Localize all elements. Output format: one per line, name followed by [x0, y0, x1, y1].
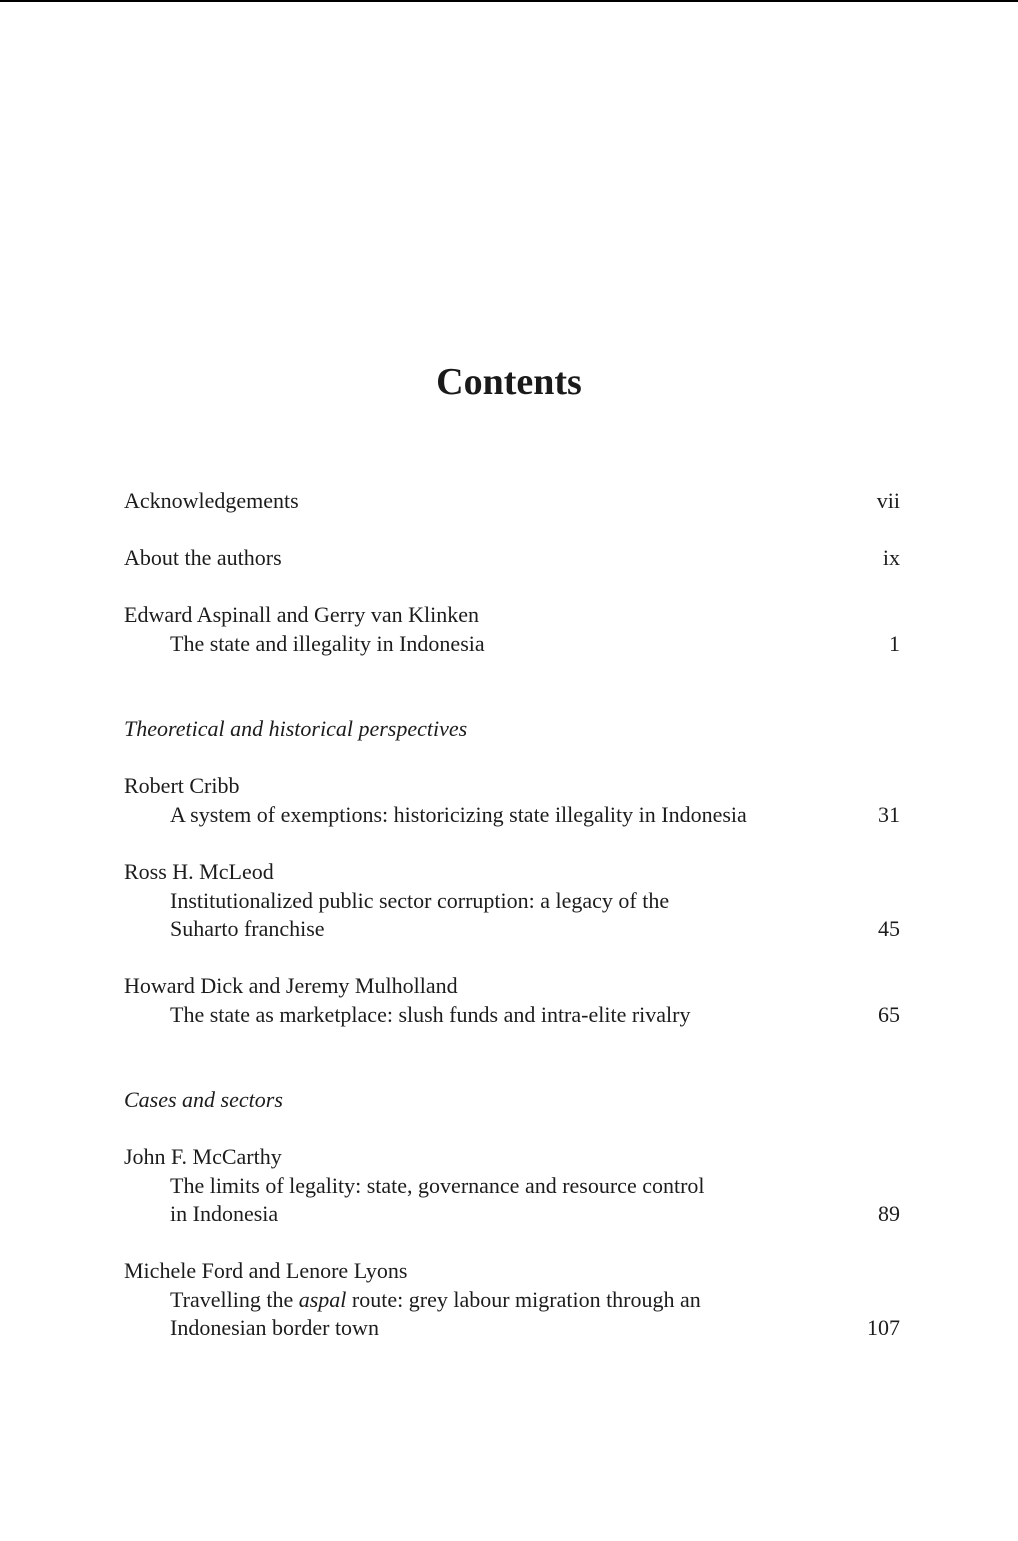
- toc-title-dick: The state as marketplace: slush funds and intra-elite rivalry: [170, 1002, 691, 1027]
- toc-title-ford-italic: aspal: [298, 1287, 347, 1312]
- toc-authors-cribb: Robert Cribb: [124, 773, 240, 798]
- toc-page-about-authors: ix: [882, 545, 900, 570]
- toc-title-mcleod-line1: Institutionalized public sector corruption: a legacy of the: [170, 888, 670, 913]
- toc-authors-dick: Howard Dick and Jeremy Mulholland: [124, 973, 458, 998]
- toc-title-mccarthy-line2: in Indonesia: [170, 1201, 279, 1226]
- toc-page-acknowledgements: vii: [876, 488, 900, 513]
- section-heading-theoretical: Theoretical and historical perspectives: [124, 716, 468, 741]
- toc-entry-about-authors: About the authors: [124, 545, 282, 570]
- toc-title-mcleod-line2: Suharto franchise: [170, 916, 325, 941]
- toc-page-mcleod: 45: [878, 916, 900, 941]
- toc-page-cribb: 31: [878, 802, 900, 827]
- toc-authors-mcleod: Ross H. McLeod: [124, 859, 274, 884]
- toc-title-ford-post: route: grey labour migration through an: [346, 1287, 701, 1312]
- toc-title-ford-line2: Indonesian border town: [170, 1315, 379, 1340]
- toc-title-ford-line1: [170, 1286, 701, 1314]
- top-rule: [0, 0, 1018, 2]
- toc-title-intro: The state and illegality in Indonesia: [170, 631, 485, 656]
- toc-authors-mccarthy: John F. McCarthy: [124, 1144, 282, 1169]
- toc-entry-acknowledgements: Acknowledgements: [124, 488, 299, 513]
- toc-title-ford-pre: Travelling the: [170, 1287, 299, 1312]
- toc-page-dick: 65: [878, 1002, 900, 1027]
- page-title: Contents: [436, 361, 582, 403]
- toc-authors-ford: Michele Ford and Lenore Lyons: [124, 1258, 408, 1283]
- section-heading-cases: Cases and sectors: [124, 1087, 283, 1112]
- toc-page-ford: 107: [867, 1315, 900, 1340]
- toc-title-cribb: A system of exemptions: historicizing state illegality in Indonesia: [170, 802, 747, 827]
- toc-page-intro: 1: [889, 631, 900, 656]
- toc-authors-intro: Edward Aspinall and Gerry van Klinken: [124, 602, 479, 627]
- toc-title-mccarthy-line1: The limits of legality: state, governance and resource control: [170, 1173, 705, 1198]
- toc-page-mccarthy: 89: [878, 1201, 900, 1226]
